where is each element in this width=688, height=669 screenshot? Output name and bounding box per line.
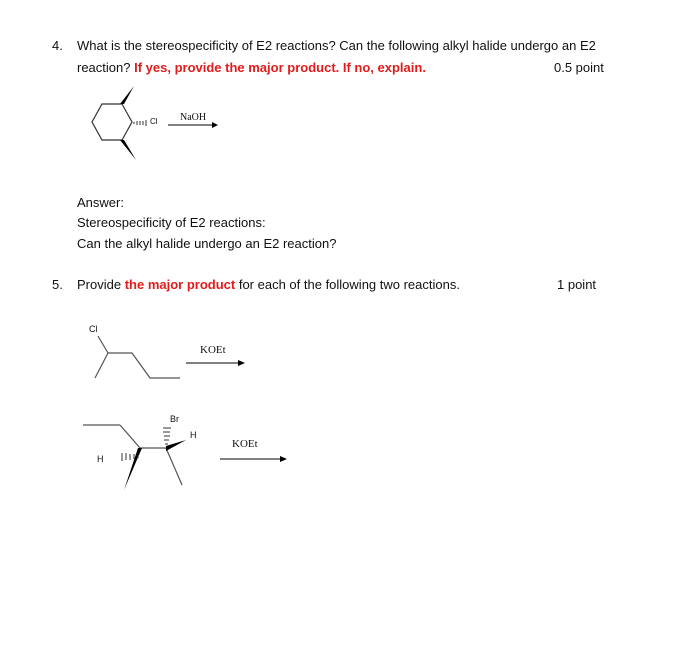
q5-r2-wedge-bond-down: [124, 448, 142, 490]
q5-text-after: for each of the following two reactions.: [238, 277, 460, 292]
q5-r1-skeleton: [95, 353, 180, 378]
q4-cyclohexane-ring: [92, 104, 132, 140]
q5-question: [77, 277, 460, 292]
q4-question-line1: What is the stereospecificity of E2 reactions? Can the following alkyl halide undergo an E2: [77, 38, 596, 53]
q5-r2-h-right-label: H: [190, 430, 197, 440]
q4-arrow-head: [212, 122, 218, 128]
q5-r1-cl-label: Cl: [89, 324, 98, 334]
q4-cl-label: Cl: [150, 117, 158, 126]
q5-r1-arrow-head: [238, 360, 245, 366]
q5-r2-hashed-bond-br: [163, 428, 171, 444]
q5-r2-wedge-bond-h: [166, 440, 186, 451]
q4-number: 4.: [52, 38, 63, 53]
q5-text-before: Provide: [77, 277, 122, 292]
q5-r2-reagent: KOEt: [232, 438, 258, 450]
q5-r2-h-left-label: H: [97, 454, 104, 464]
q4-answer-e2: Can the alkyl halide undergo an E2 reaction?: [77, 236, 337, 251]
q4-points: 0.5 point: [554, 60, 604, 75]
q4-answer-stereospecificity: Stereospecificity of E2 reactions:: [77, 215, 266, 230]
q5-text-red: the major product: [124, 277, 236, 292]
q5-r2-arrow-head: [280, 456, 287, 462]
q4-reagent: NaOH: [180, 112, 207, 123]
q5-r2-bond-right-down: [166, 448, 182, 485]
q4-line2-plain: reaction?: [77, 60, 131, 75]
q5-points: 1 point: [557, 277, 597, 292]
q5-r1-reagent: KOEt: [200, 344, 226, 356]
q4-answer-label: Answer:: [77, 195, 124, 210]
q5-number: 5.: [52, 277, 63, 292]
q4-line2-instruction: If yes, provide the major product. If no, explain.: [134, 60, 426, 75]
q4-bottom-wedge-bond: [120, 140, 136, 160]
q4-hashed-bond: [134, 120, 146, 126]
q4-top-wedge-bond: [120, 86, 134, 104]
q5-r2-br-label: Br: [170, 414, 179, 424]
q5-r1-cl-bond: [98, 336, 108, 353]
q5-r2-bond-center: [120, 425, 140, 448]
